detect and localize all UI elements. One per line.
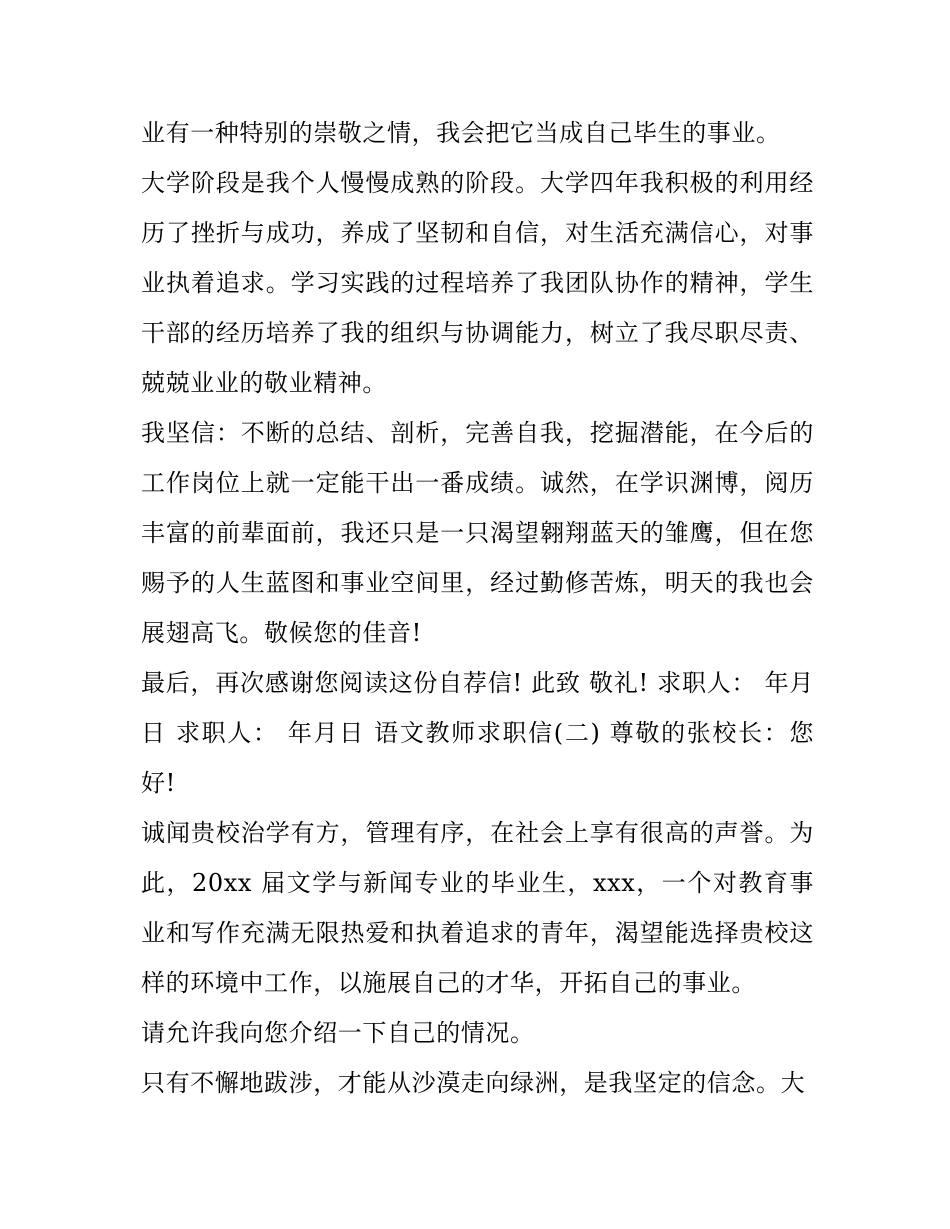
paragraph: 最后，再次感谢您阅读这份自荐信! 此致 敬礼! 求职人： 年月日 求职人： 年月日 语文教师求职信(二) 尊敬的张校长：您好! (141, 669, 814, 797)
paragraph: 业有一种特别的崇敬之情，我会把它当成自己毕生的事业。 (141, 119, 781, 147)
paragraph: 大学阶段是我个人慢慢成熟的阶段。大学四年我积极的利用经历了挫折与成功，养成了坚韧和自信，对生活充满信心，对事业执着追求。学习实践的过程培养了我团队协作的精神，学生干部的经历培养了我的组织与协调能力，树立了我尽职尽责、兢兢业业的敬业精神。 (141, 169, 814, 397)
paragraph: 我坚信：不断的总结、剖析，完善自我，挖掘潜能，在今后的工作岗位上就一定能干出一番成绩。诚然，在学识渊博，阅历丰富的前辈面前，我还只是一只渴望翱翔蓝天的雏鹰，但在您赐予的人生蓝图和事业空间里，经过勤修苦炼，明天的我也会展翅高飞。敬候您的佳音! (141, 419, 814, 647)
paragraph: 诚闻贵校治学有方，管理有序，在社会上享有很高的声誉。为此，20xx 届文学与新闻专业的毕业生，xxx，一个对教育事业和写作充满无限热爱和执着追求的青年，渴望能选择贵校这样的环境中工作，以施展自己的才华，开拓自己的事业。 (141, 819, 814, 997)
paragraph: 请允许我向您介绍一下自己的情况。 (141, 1019, 535, 1047)
paragraph: 只有不懈地跋涉，才能从沙漠走向绿洲，是我坚定的信念。大 (141, 1069, 806, 1097)
